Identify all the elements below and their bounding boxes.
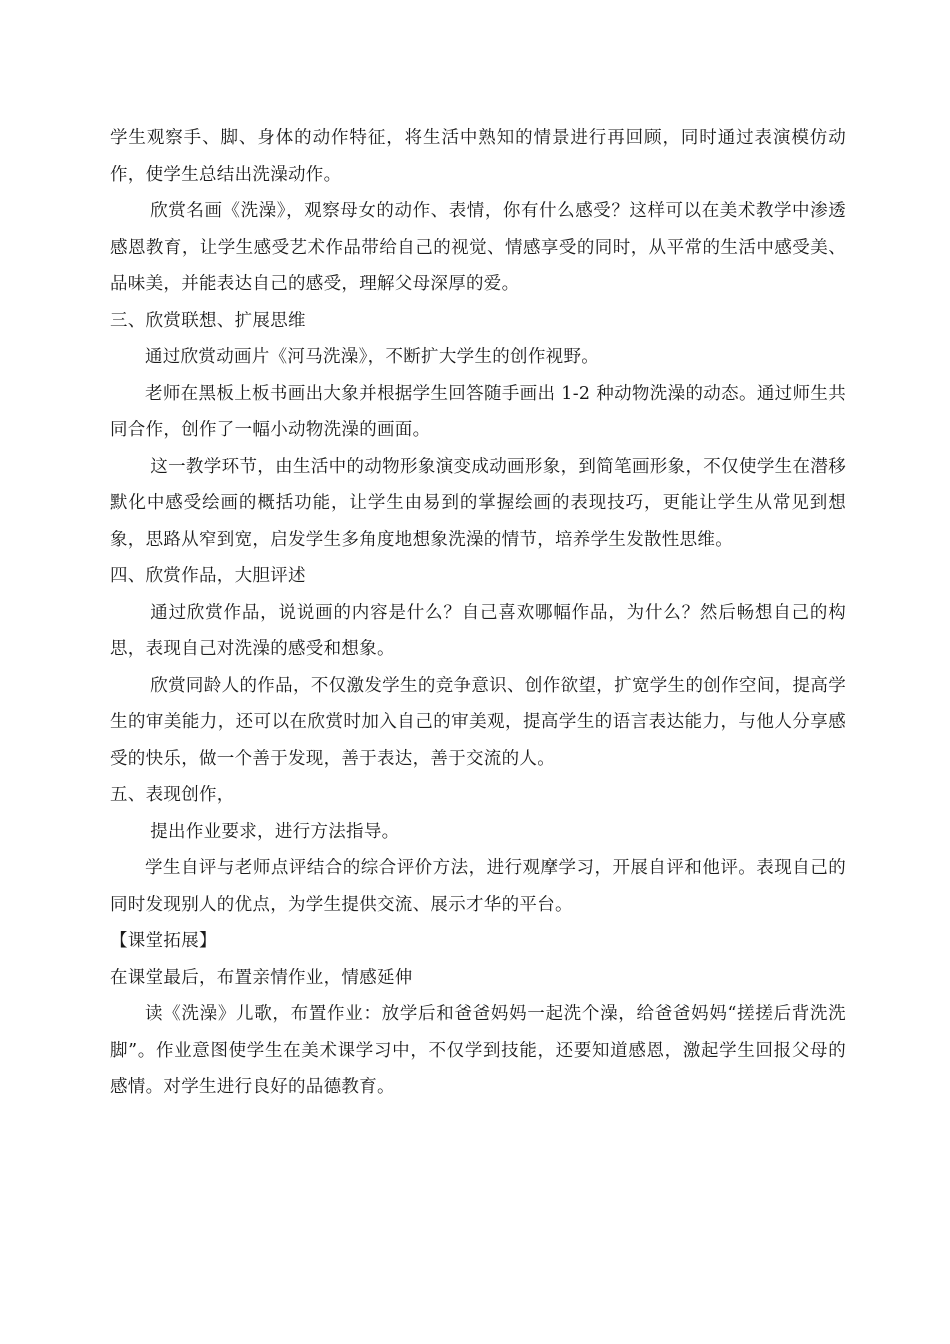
section-heading-4: 四、欣赏作品，大胆评述 — [110, 566, 306, 586]
paragraph-homework-intro: 在课堂最后，布置亲情作业，情感延伸 — [110, 967, 413, 988]
paragraph-observe-actions: 学生观察手、脚、身体的动作特征，将生活中熟知的情景进行再回顾，同时通过表演模仿动作，使学生总结出洗澡动作。 — [110, 128, 846, 185]
document-body — [110, 120, 846, 1106]
paragraph-evaluation: 学生自评与老师点评结合的综合评价方法，进行观摩学习，开展自评和他评。表现自己的同时发现别人的优点，为学生提供交流、展示才华的平台。 — [110, 858, 846, 915]
paragraph-animation: 通过欣赏动画片《河马洗澡》，不断扩大学生的创作视野。 — [145, 347, 600, 367]
paragraph-appreciate-works: 通过欣赏作品，说说画的内容是什么？自己喜欢哪幅作品，为什么？然后畅想自己的构思，表现自己对洗澡的感受和想象。 — [110, 602, 846, 659]
section-heading-5: 五、表现创作， — [110, 785, 235, 805]
paragraph-homework: 读《洗澡》儿歌，布置作业：放学后和爸爸妈妈一起洗个澡，给爸爸妈妈“搓搓后背洗洗脚”。作业意图使学生在美术课学习中，不仅学到技能，还要知道感恩，激起学生回报父母的感情。对学生进行良好的品德教育。 — [110, 1004, 846, 1097]
section-heading-extension: 【课堂拓展】 — [110, 931, 217, 951]
paragraph-requirements: 提出作业要求，进行方法指导。 — [150, 821, 400, 842]
paragraph-peer-works: 欣赏同龄人的作品，不仅激发学生的竞争意识、创作欲望，扩宽学生的创作空间，提高学生的审美能力，还可以在欣赏时加入自己的审美观，提高学生的语言表达能力，与他人分享感受的快乐，做一个善于发现，善于表达，善于交流的人。 — [110, 675, 846, 769]
paragraph-teaching-step: 这一教学环节，由生活中的动物形象演变成动画形象，到简笔画形象，不仅使学生在潜移默化中感受绘画的概括功能，让学生由易到的掌握绘画的表现技巧，更能让学生从常见到想象，思路从窄到宽，启发学生多角度地想象洗澡的情节，培养学生发散性思维。 — [110, 456, 846, 550]
paragraph-blackboard: 老师在黑板上板书画出大象并根据学生回答随手画出 1-2 种动物洗澡的动态。通过师生共同合作，创作了一幅小动物洗澡的画面。 — [110, 383, 846, 440]
paragraph-appreciate-painting: 欣赏名画《洗澡》，观察母女的动作、表情，你有什么感受？这样可以在美术教学中渗透感恩教育，让学生感受艺术作品带给自己的视觉、情感享受的同时，从平常的生活中感受美、品味美，并能表达自己的感受，理解父母深厚的爱。 — [110, 201, 846, 294]
section-heading-3: 三、欣赏联想、扩展思维 — [110, 310, 306, 331]
